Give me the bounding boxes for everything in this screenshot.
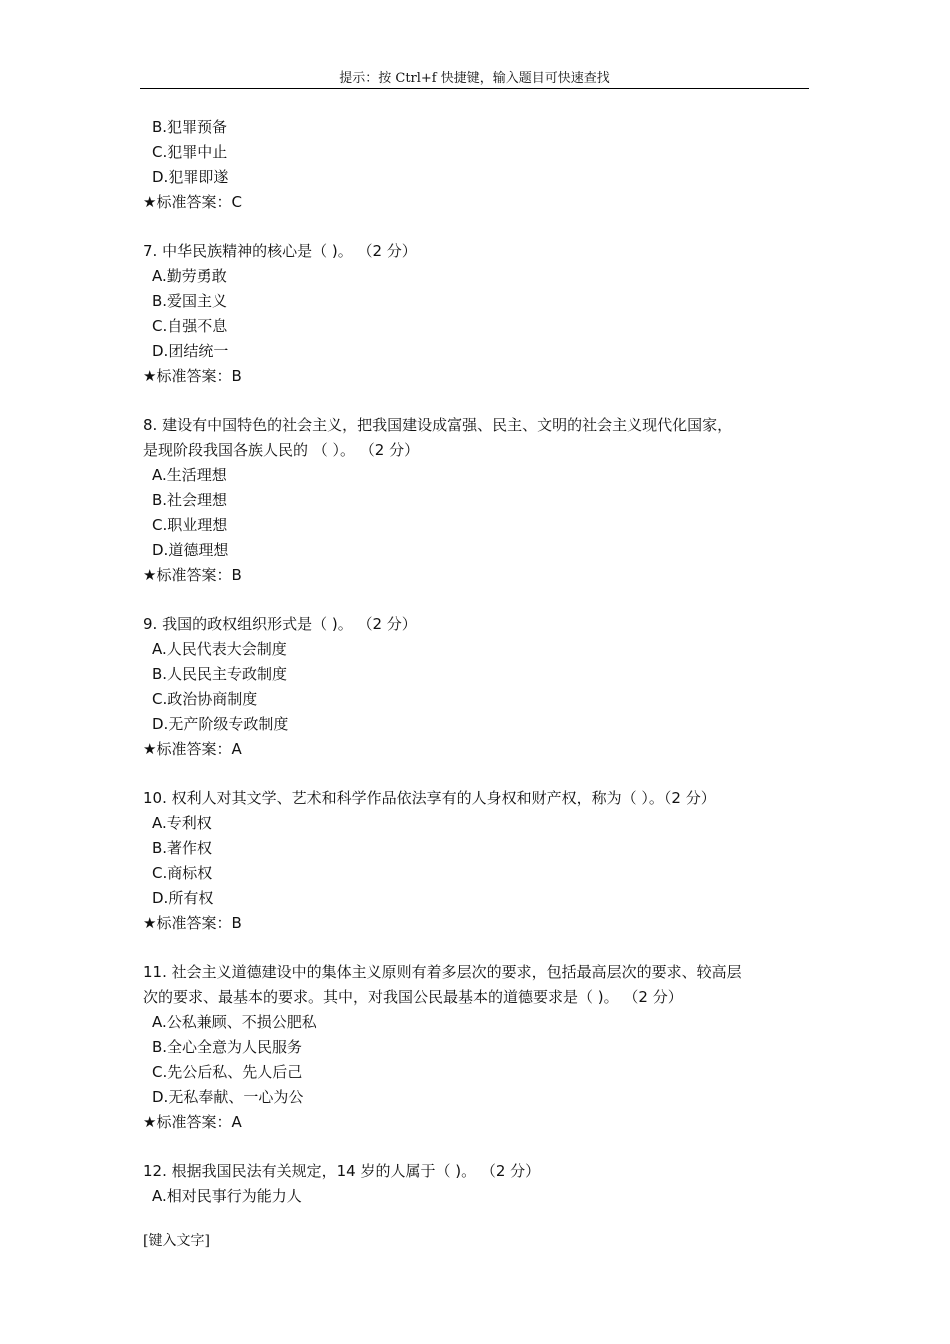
question-block (143, 1159, 813, 1209)
question-gap (143, 389, 813, 413)
question-text: 10. 权利人对其文学、艺术和科学作品依法享有的人身权和财产权，称为（ ）。（2 分） (143, 789, 716, 807)
question-gap (143, 215, 813, 239)
question-text: 11. 社会主义道德建设中的集体主义原则有着多层次的要求，包括最高层次的要求、较高层 (143, 963, 742, 981)
option: B.人民民主专政制度 (152, 665, 288, 683)
option: A.公私兼顾、不损公肥私 (152, 1013, 317, 1031)
page-header-hint: 提示：按 Ctrl+f 快捷键，输入题目可快速查找 (339, 71, 610, 86)
standard-answer: ★标准答案：A (143, 1113, 242, 1131)
question-block (143, 239, 813, 389)
partial-question-block (143, 115, 813, 215)
option: D.道德理想 (152, 541, 229, 559)
question-block (143, 960, 813, 1135)
option: D.无产阶级专政制度 (152, 715, 289, 733)
option: A.勤劳勇敢 (152, 267, 227, 285)
option: D.无私奉献、一心为公 (152, 1088, 304, 1106)
option: B.爱国主义 (152, 292, 228, 310)
option: A.专利权 (152, 814, 212, 832)
standard-answer: ★标准答案：B (143, 566, 242, 584)
option: C.政治协商制度 (152, 690, 258, 708)
question-text: 次的要求、最基本的要求。其中，对我国公民最基本的道德要求是（ )。 （2 分） (143, 988, 683, 1006)
option: B.全心全意为人民服务 (152, 1038, 303, 1056)
option: B.著作权 (152, 839, 213, 857)
question-block (143, 612, 813, 762)
option: D.犯罪即遂 (152, 168, 229, 186)
question-gap (143, 588, 813, 612)
option: B.犯罪预备 (152, 118, 228, 136)
option: C.犯罪中止 (152, 143, 228, 161)
option: C.职业理想 (152, 516, 228, 534)
question-text: 12. 根据我国民法有关规定，14 岁的人属于（ )。 （2 分） (143, 1162, 541, 1180)
option: C.先公后私、先人后己 (152, 1063, 303, 1081)
question-text: 9. 我国的政权组织形式是（ )。 （2 分） (143, 615, 417, 633)
document-body (143, 115, 813, 1209)
option: A.生活理想 (152, 466, 227, 484)
option: D.团结统一 (152, 342, 229, 360)
option: D.所有权 (152, 889, 214, 907)
option: A.人民代表大会制度 (152, 640, 287, 658)
question-block (143, 786, 813, 936)
question-gap (143, 1135, 813, 1159)
option: C.自强不息 (152, 317, 228, 335)
question-text: 8. 建设有中国特色的社会主义，把我国建设成富强、民主、文明的社会主义现代化国家， (143, 416, 733, 434)
question-gap (143, 936, 813, 960)
footer-placeholder: [键入文字] (143, 1233, 210, 1249)
standard-answer: ★标准答案：A (143, 740, 242, 758)
question-gap (143, 762, 813, 786)
standard-answer: ★标准答案：B (143, 367, 242, 385)
option: C.商标权 (152, 864, 213, 882)
header-divider (140, 88, 809, 89)
option: A.相对民事行为能力人 (152, 1187, 302, 1205)
standard-answer: ★标准答案：C (143, 193, 242, 211)
question-block (143, 413, 813, 588)
question-text: 是现阶段我国各族人民的 （ ）。 （2 分） (143, 441, 420, 459)
standard-answer: ★标准答案：B (143, 914, 242, 932)
option: B.社会理想 (152, 491, 228, 509)
question-text: 7. 中华民族精神的核心是（ )。 （2 分） (143, 242, 417, 260)
